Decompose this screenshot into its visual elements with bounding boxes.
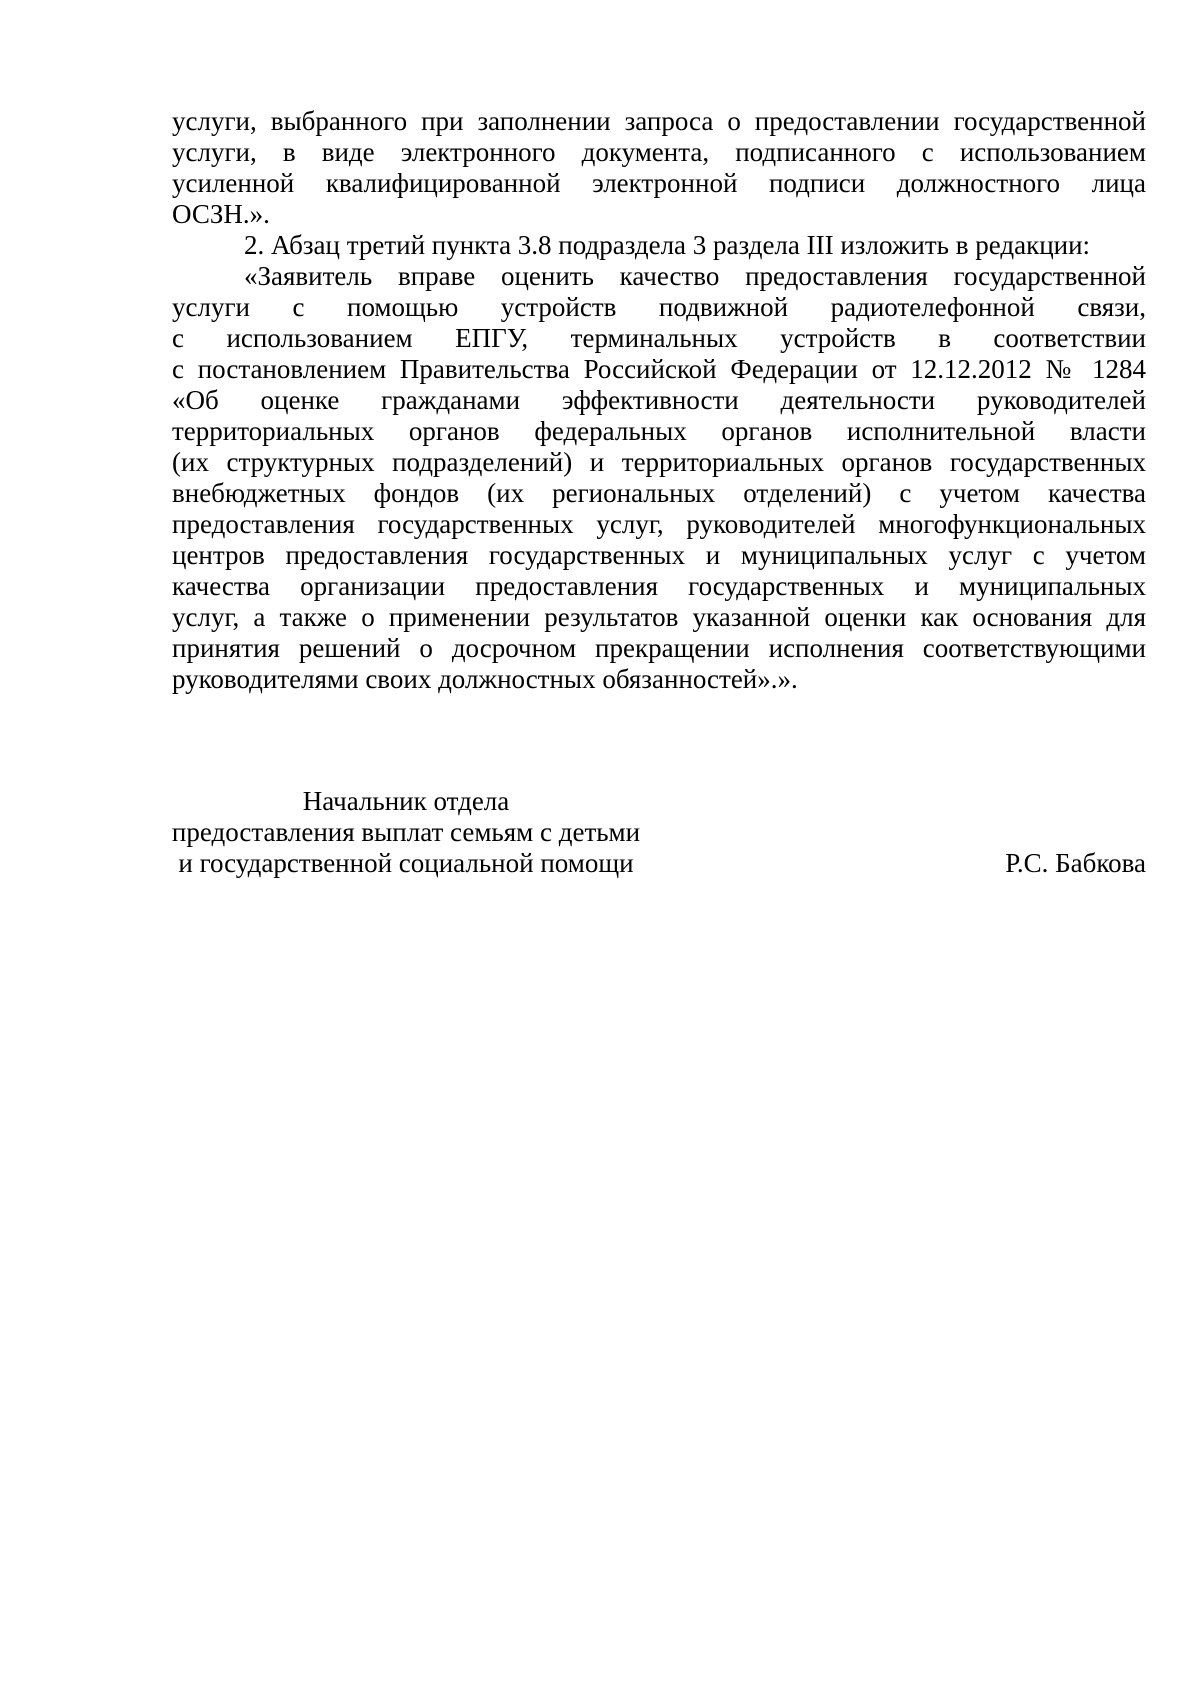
document-body (172, 106, 1146, 695)
paragraph-line: услуги, выбранного при заполнении запроса о предоставлении государственной (172, 106, 1146, 136)
signatory-position (150, 786, 662, 879)
quote-line: с постановлением Правительства Российской Федерации от 12.12.2012 № 1284 (172, 354, 1146, 384)
quote-line: внебюджетных фондов (их региональных отделений) с учетом качества (172, 478, 1146, 508)
position-line: и государственной социальной помощи (178, 848, 634, 878)
quote-line: с использованием ЕПГУ, терминальных устройств в соответствии (172, 323, 1146, 353)
quote-line: принятия решений о досрочном прекращении исполнения соответствующими (172, 633, 1146, 663)
quote-line: качества организации предоставления государственных и муниципальных (172, 571, 1146, 601)
quote-line: «Заявитель вправе оценить качество предоставления государственной (244, 261, 1146, 291)
quote-line: руководителями своих должностных обязанностей».». (172, 664, 798, 694)
quote-line: (их структурных подразделений) и территориальных органов государственных (172, 447, 1146, 477)
signatory-name: Р.С. Бабкова (1005, 848, 1146, 878)
quote-line: «Об оценке гражданами эффективности деятельности руководителей (172, 385, 1146, 415)
paragraph-line: услуги, в виде электронного документа, подписанного с использованием (172, 137, 1146, 167)
position-line: Начальник отдела (302, 786, 510, 816)
quote-line: центров предоставления государственных и муниципальных услуг с учетом (172, 540, 1146, 570)
paragraph-line: ОСЗН.». (172, 199, 270, 229)
quote-line: услуги с помощью устройств подвижной радиотелефонной связи, (172, 292, 1146, 322)
quote-line: услуг, а также о применении результатов указанной оценки как основания для (172, 602, 1146, 632)
quote-line: территориальных органов федеральных органов исполнительной власти (172, 416, 1146, 446)
quote-line: предоставления государственных услуг, руководителей многофункциональных (172, 509, 1146, 539)
amendment-item-2: 2. Абзац третий пункта 3.8 подраздела 3 раздела III изложить в редакции: (244, 230, 1091, 260)
paragraph-line: усиленной квалифицированной электронной подписи должностного лица (172, 168, 1146, 198)
position-line: предоставления выплат семьям с детьми (171, 817, 641, 847)
